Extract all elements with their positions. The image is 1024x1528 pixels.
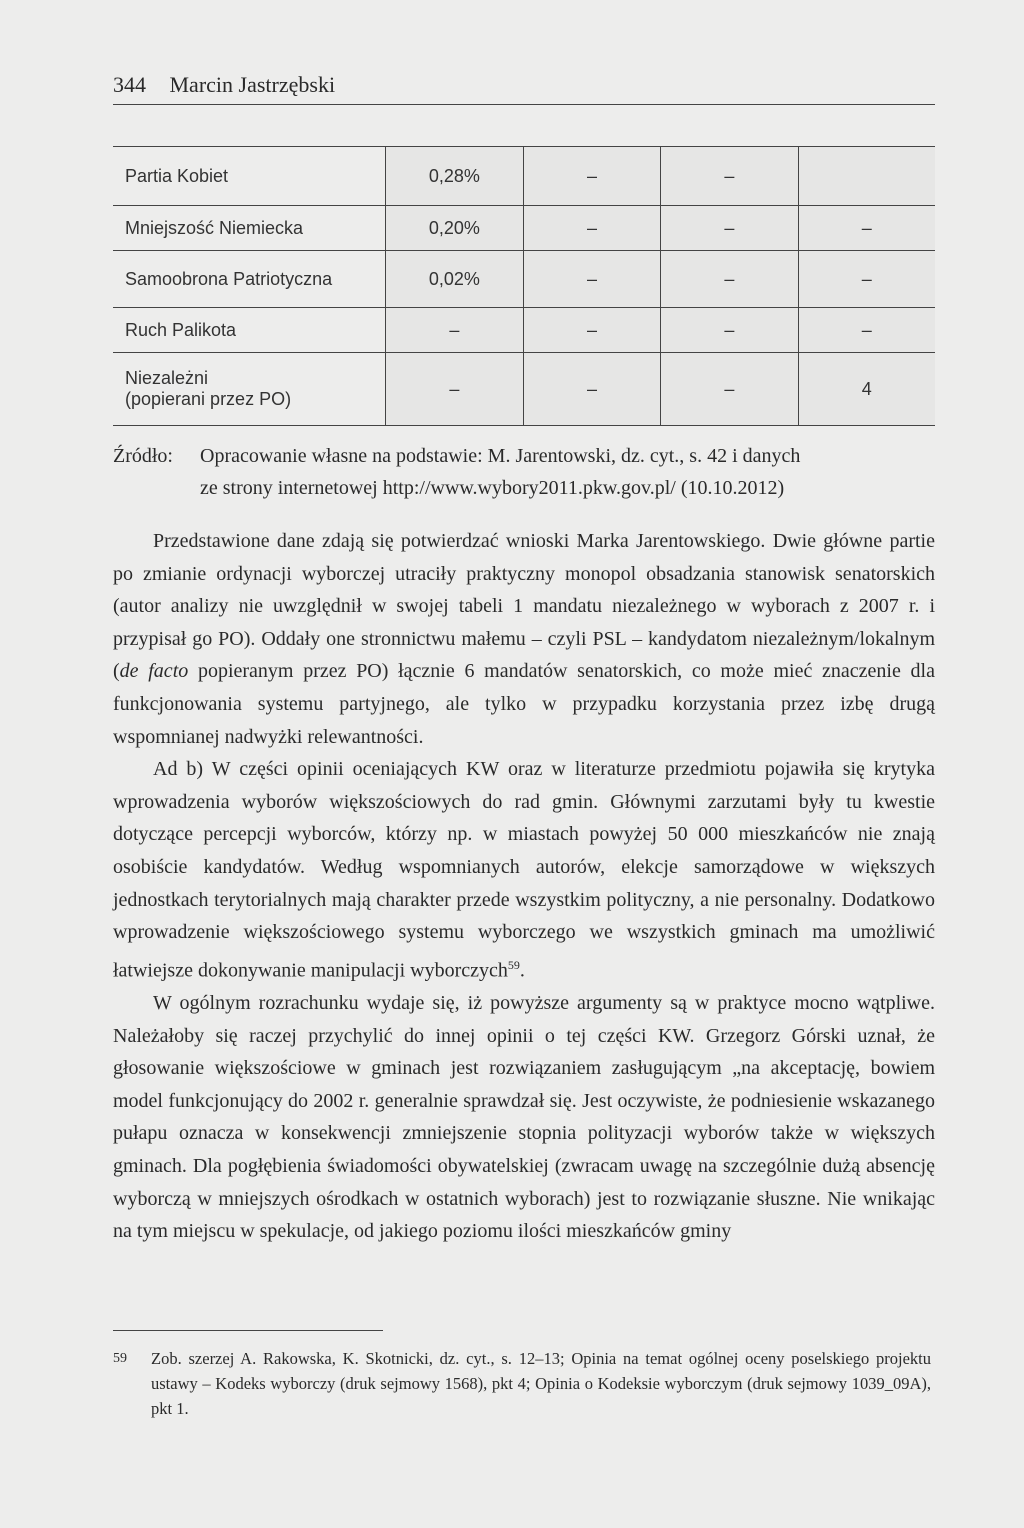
- table-cell: –: [798, 206, 935, 251]
- table-row: [113, 206, 935, 251]
- paragraph: W ogólnym rozrachunku wydaje się, iż powyższe argumenty są w praktyce mocno wątpliwe. Należałoby się raczej przychylić do innej opinii o tej części KW. Grzegorz Górski uznał, że głosowanie większościowe w gminach jest rozwiązaniem zasługującym „na akceptację, bowiem model funkcjonujący do 2002 r. generalnie sprawdzał się. Jest oczywiste, że podniesienie wskazanego pułapu oznacza w konsekwencji zmniejszenie stopnia polityzacji wyborów także w większych gminach. Dla pogłębienia świadomości obywatelskiej (zwracam uwagę na szczególnie dużą absencję wyborczą w mniejszych ośrodkach w ostatnich wyborach) jest to rozwiązanie słuszne. Nie wnikając na tym miejscu w spekulacje, od jakiego poziomu ilości mieszkańców gminy: [113, 991, 935, 1243]
- footnote-text: Zob. szerzej A. Rakowska, K. Skotnicki, dz. cyt., s. 12–13; Opinia na temat ogólnej oceny poselskiego projektu ustawy – Kodeks wyborczy (druk sejmowy 1568), pkt 4; Opinia o Kodeksie wyborczym (druk sejmowy 1039_09A), pkt 1.: [151, 1349, 931, 1418]
- table-row: [113, 308, 935, 353]
- table-cell: –: [523, 147, 660, 206]
- paragraph: [113, 753, 935, 987]
- party-name-line2: (popierani przez PO): [125, 389, 292, 409]
- footnote-number: 59: [113, 1351, 127, 1366]
- running-header: [113, 72, 935, 105]
- table-cell: –: [661, 308, 798, 353]
- footnote-separator: [113, 1330, 383, 1331]
- paragraph-text: popieranym przez PO) łącznie 6 mandatów senatorskich, co może mieć znaczenie dla funkcjonowania systemu partyjnego, ale tylko w przypadku korzystania przez izbę drugą wspomnianej nadwyżki relewantności.: [113, 660, 935, 748]
- table-row: [113, 147, 935, 206]
- party-name: Ruch Palikota: [113, 308, 385, 353]
- paragraph: [113, 525, 935, 753]
- party-name: Partia Kobiet: [113, 147, 385, 206]
- page-number: 344: [113, 72, 146, 97]
- table-source: [113, 440, 935, 504]
- table-cell: –: [385, 308, 523, 353]
- table-row: [113, 251, 935, 308]
- party-name-line1: Niezależni: [125, 368, 209, 388]
- footnote: [113, 1346, 935, 1421]
- table-cell: 0,20%: [385, 206, 523, 251]
- paragraph-text: .: [519, 959, 525, 982]
- running-author: Marcin Jastrzębski: [169, 72, 336, 97]
- paragraph-text: Ad b) W części opinii oceniających KW oraz w literaturze przedmiotu pojawiła się krytyka wprowadzenia wyborów większościowych do rad gmin. Głównymi zarzutami były tu kwestie dotyczące percepcji wyborców, którzy np. w miastach powyżej 50 000 mieszkańców nie znają osobiście kandydatów. Według wspomnianych autorów, elekcje samorządowe w większych jednostkach terytorialnych mają charakter przede wszystkim polityczny, a nie personalny. Dodatkowo wprowadzenie większościowego systemu wyborczego we wszystkich gminach ma umożliwić łatwiejsze dokonywanie manipulacji wyborczych: [113, 758, 935, 982]
- party-name: [113, 353, 385, 426]
- party-name: Samoobrona Patriotyczna: [113, 251, 385, 308]
- table-cell: –: [661, 147, 798, 206]
- table-row: [113, 353, 935, 426]
- paragraph-text: Przedstawione dane zdają się potwierdzać wnioski Marka Jarentowskiego. Dwie główne partie po zmianie ordynacji wyborczej utraciły praktyczny monopol obsadzania stanowisk senatorskich (autor analizy nie uwzględnił w swojej tabeli 1 mandatu niezależnego w wyborach z 2007 r. i przypisał go PO). Oddały one stronnictwu małemu – czyli PSL – kandydatom niezależnym/lokalnym (: [113, 530, 935, 683]
- table-cell: –: [385, 353, 523, 426]
- results-table: [113, 146, 935, 426]
- table-cell: 4: [798, 353, 935, 426]
- italic-term: de facto: [119, 660, 189, 683]
- table-cell: 0,02%: [385, 251, 523, 308]
- table-cell: –: [661, 353, 798, 426]
- table-cell: –: [523, 308, 660, 353]
- table-cell: –: [798, 308, 935, 353]
- table-cell: –: [661, 251, 798, 308]
- party-name: Mniejszość Niemiecka: [113, 206, 385, 251]
- table-cell: –: [523, 251, 660, 308]
- source-line1: Opracowanie własne na podstawie: M. Jarentowski, dz. cyt., s. 42 i danych: [200, 445, 801, 467]
- table-cell: –: [661, 206, 798, 251]
- footnote-ref: 59: [507, 957, 520, 972]
- body-text: [113, 525, 935, 1248]
- table-cell: [798, 147, 935, 206]
- source-label: Źródło:: [113, 445, 173, 467]
- table-cell: 0,28%: [385, 147, 523, 206]
- table-cell: –: [523, 353, 660, 426]
- source-line2: ze strony internetowej http://www.wybory2011.pkw.gov.pl/ (10.10.2012): [200, 477, 785, 499]
- table-cell: –: [798, 251, 935, 308]
- table-cell: –: [523, 206, 660, 251]
